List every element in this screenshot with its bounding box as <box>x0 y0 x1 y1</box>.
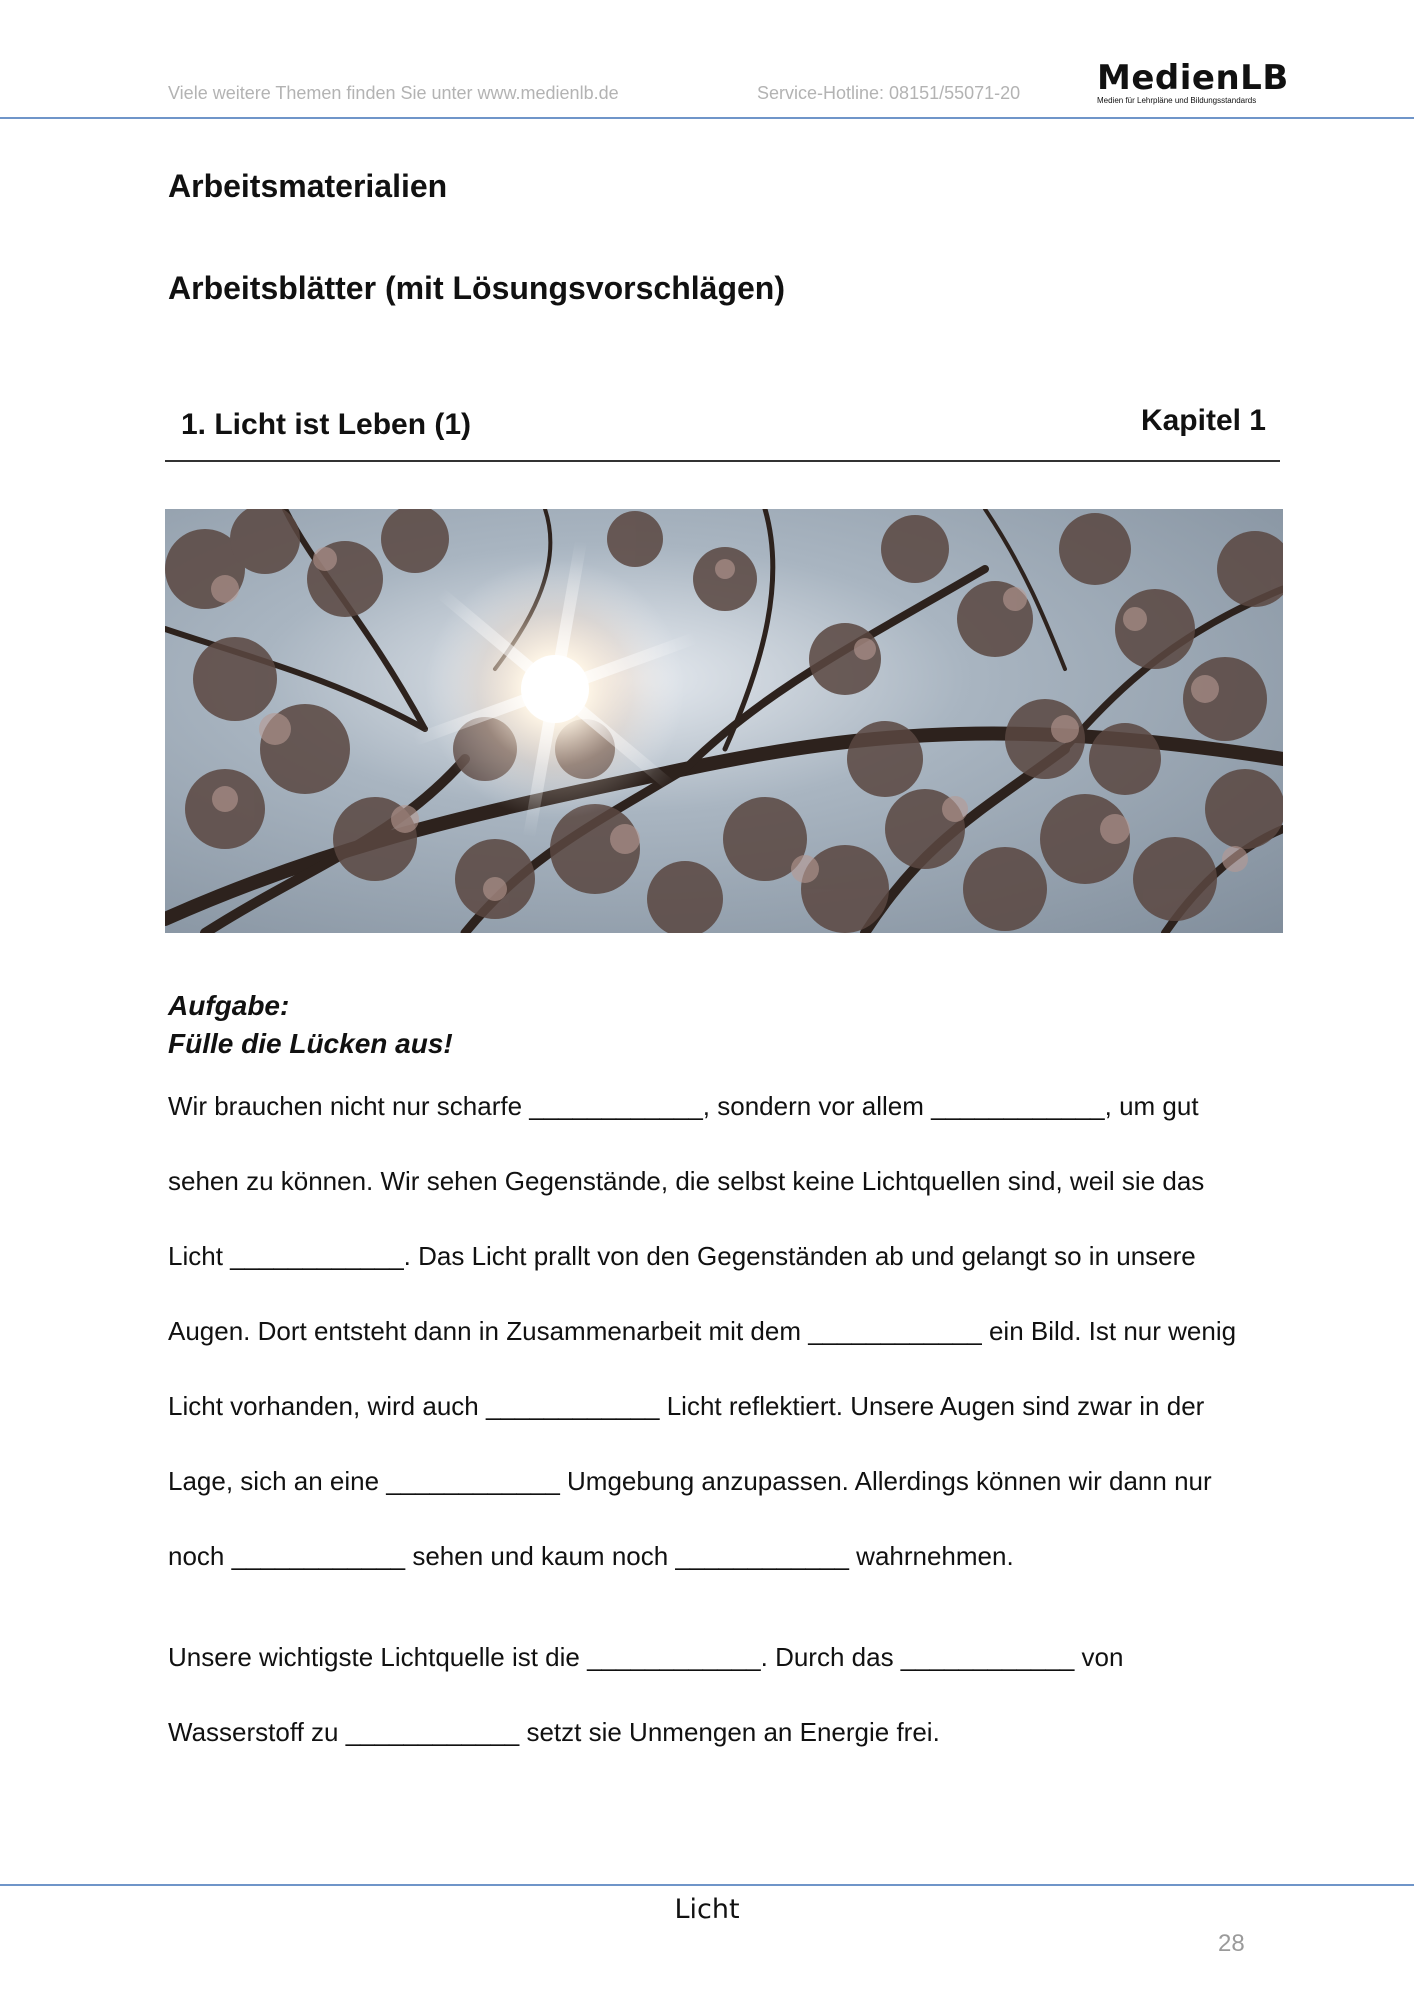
cloze-line: Wir brauchen nicht nur scharfe ____________, sondern vor allem ____________, um gut <box>168 1091 1199 1121</box>
page-title: Arbeitsmaterialien <box>168 168 448 204</box>
section-title: 1. Licht ist Leben (1) <box>181 408 472 441</box>
page-header <box>0 0 1414 120</box>
footer-divider <box>0 1884 1414 1886</box>
cloze-line: Unsere wichtigste Lichtquelle ist die ____________. Durch das ____________ von <box>168 1642 1124 1672</box>
cloze-line: Augen. Dort entsteht dann in Zusammenarbeit mit dem ____________ ein Bild. Ist nur wenig <box>168 1316 1237 1346</box>
cloze-line: Licht ____________. Das Licht prallt von den Gegenständen ab und gelangt so in unsere <box>168 1241 1196 1271</box>
logo-tagline: Medien für Lehrpläne und Bildungsstandards <box>1097 96 1257 105</box>
logo-name: MedienLB <box>1097 58 1289 98</box>
cloze-line: noch ____________ sehen und kaum noch ____________ wahrnehmen. <box>168 1541 1014 1571</box>
footer-title: Licht <box>674 1894 740 1925</box>
chapter-label: Kapitel 1 <box>1140 404 1266 437</box>
medienlb-logo <box>1097 60 1287 105</box>
section-heading-bar <box>165 402 1280 462</box>
cloze-line: sehen zu können. Wir sehen Gegenstände, die selbst keine Lichtquellen sind, weil sie das <box>168 1166 1205 1196</box>
cloze-paragraph-2 <box>168 1640 1288 1790</box>
service-hotline: Service-Hotline: 08151/55071-20 <box>757 83 1021 103</box>
website-note: Viele weitere Themen finden Sie unter www.medienlb.de <box>168 83 619 103</box>
header-divider <box>0 117 1414 119</box>
cloze-line: Lage, sich an eine ____________ Umgebung anzupassen. Allerdings können wir dann nur <box>168 1466 1212 1496</box>
page-number: 28 <box>1218 1930 1245 1957</box>
cloze-line: Wasserstoff zu ____________ setzt sie Unmengen an Energie frei. <box>168 1717 940 1747</box>
blossom-sun-photo <box>165 509 1283 933</box>
page-subtitle: Arbeitsblätter (mit Lösungsvorschlägen) <box>168 270 785 306</box>
cloze-paragraph-1 <box>168 1089 1288 1614</box>
task-instruction: Fülle die Lücken aus! <box>168 1028 453 1059</box>
task-label: Aufgabe: <box>168 990 290 1021</box>
cloze-line: Licht vorhanden, wird auch ____________ Licht reflektiert. Unsere Augen sind zwar in der <box>168 1391 1205 1421</box>
